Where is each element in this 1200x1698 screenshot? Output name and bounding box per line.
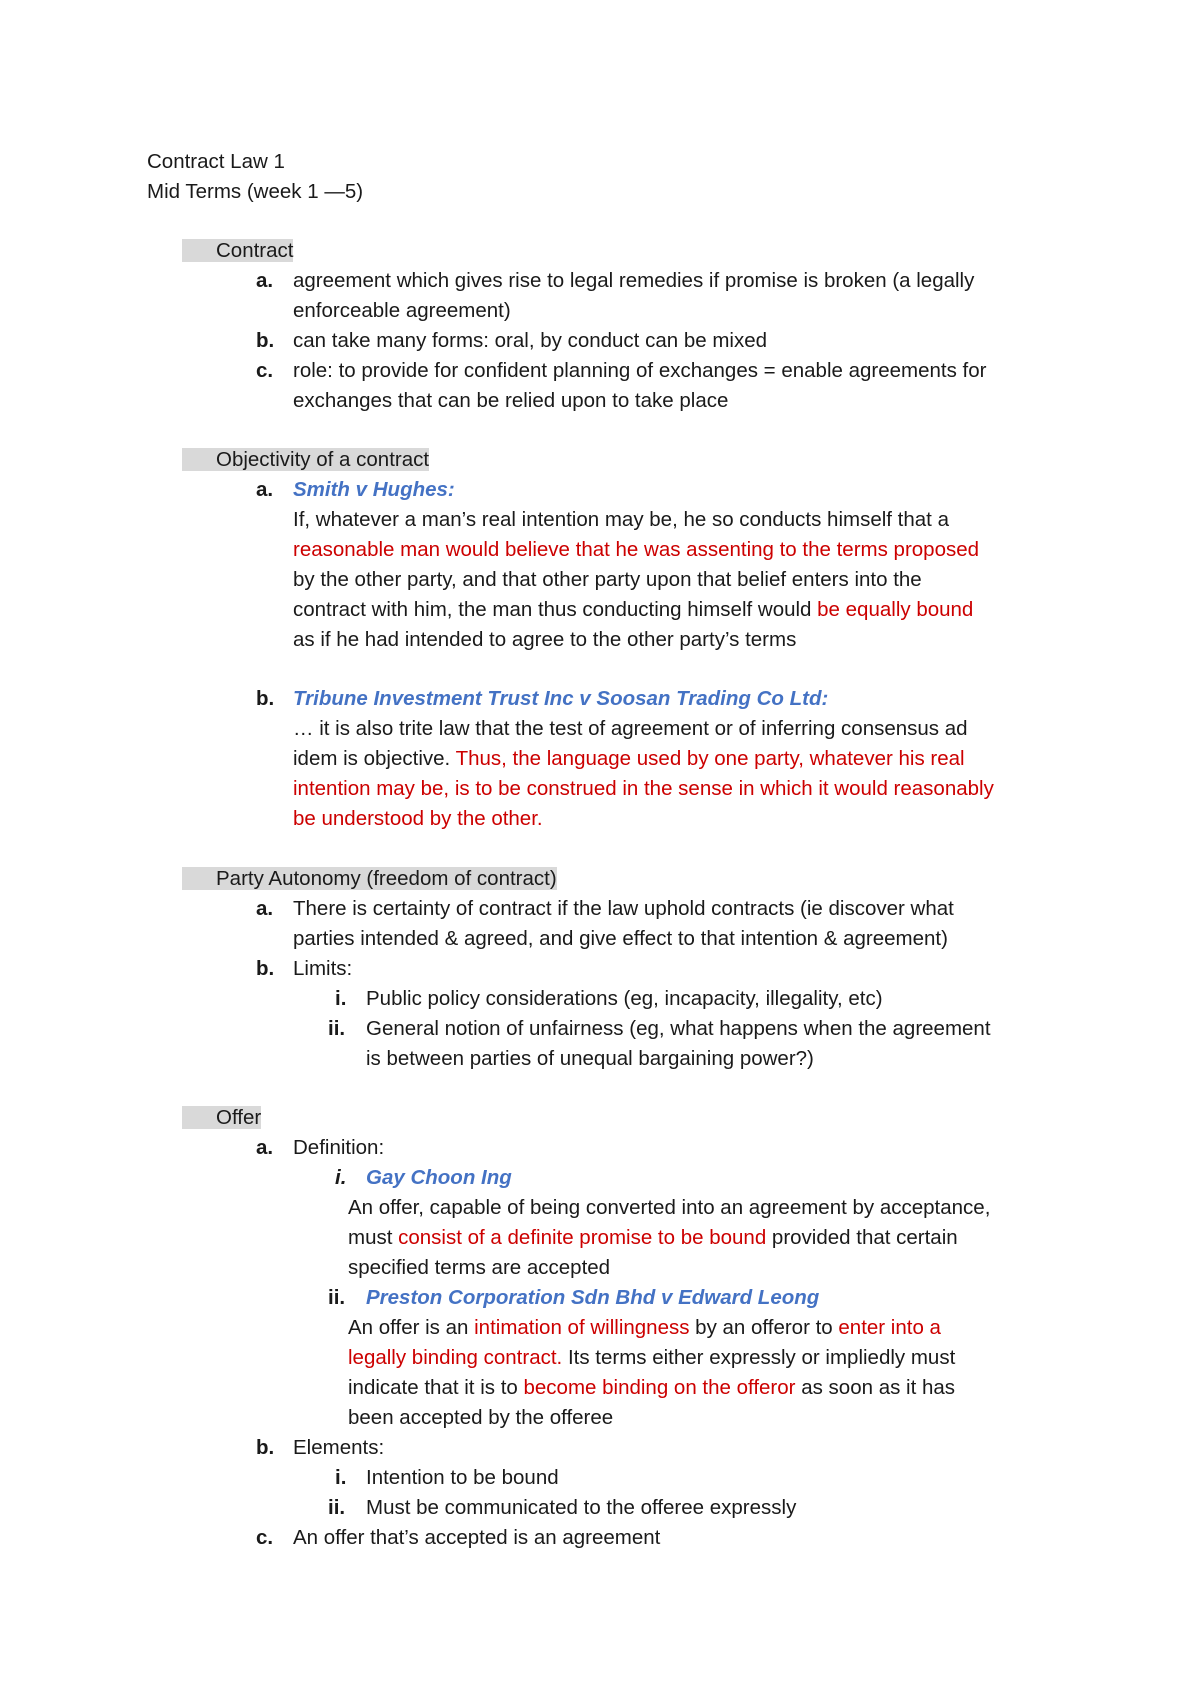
section-2-heading: Objectivity of a contract: [182, 445, 429, 475]
s2-b-line-2: idem is objective. Thus, the language used by one party, whatever his real: [293, 747, 965, 770]
s2-a-line-1: If, whatever a man’s real intention may be, he so conducts himself that a: [293, 508, 949, 531]
s4-a-i-line-3: specified terms are accepted: [348, 1256, 611, 1279]
s4-a-ii-line-4: been accepted by the offeree: [348, 1406, 614, 1429]
s4-a-i-marker: i.: [335, 1166, 347, 1189]
s4-a-i-line-2: must consist of a definite promise to be bound provided that certain: [348, 1226, 958, 1249]
s3-b-i-marker: i.: [335, 987, 347, 1010]
s2-b-line-3-highlight: intention may be, is to be construed in the sense in which it would reasonably: [293, 777, 994, 800]
s1-b-marker: b.: [256, 329, 275, 352]
s4-b-ii-marker: ii.: [328, 1496, 346, 1519]
s1-a-line-1: agreement which gives rise to legal remedies if promise is broken (a legally: [293, 269, 975, 292]
s1-c-marker: c.: [256, 359, 274, 382]
s4-b-marker: b.: [256, 1436, 275, 1459]
s4-a-ii-line-3: indicate that it is to become binding on the offeror as soon as it has: [348, 1376, 956, 1399]
s1-a-line-2: enforceable agreement): [293, 299, 511, 322]
s3-a-line-1: There is certainty of contract if the law uphold contracts (ie discover what: [293, 897, 954, 920]
s1-b-line-1: can take many forms: oral, by conduct can be mixed: [293, 329, 768, 352]
s2-a-line-4: contract with him, the man thus conducting himself would be equally bound: [293, 598, 974, 621]
s3-b-ii-line-1: General notion of unfairness (eg, what happens when the agreement: [366, 1017, 991, 1040]
case-tribune-investment: Tribune Investment Trust Inc v Soosan Trading Co Ltd:: [293, 687, 829, 710]
s4-b-line-1: Elements:: [293, 1436, 385, 1459]
s4-b-i-marker: i.: [335, 1466, 347, 1489]
s3-b-marker: b.: [256, 957, 275, 980]
s2-b-line-1: … it is also trite law that the test of agreement or of inferring consensus ad: [293, 717, 968, 740]
s3-b-ii-marker: ii.: [328, 1017, 346, 1040]
s1-c-line-1: role: to provide for confident planning of exchanges = enable agreements for: [293, 359, 987, 382]
s4-a-line-1: Definition:: [293, 1136, 385, 1159]
s4-a-i-line-1: An offer, capable of being converted into an agreement by acceptance,: [348, 1196, 991, 1219]
doc-subtitle: Mid Terms (week 1 —5): [147, 180, 364, 203]
s4-a-ii-line-1: An offer is an intimation of willingness by an offeror to enter into a: [348, 1316, 941, 1339]
section-4-heading: Offer: [182, 1103, 261, 1133]
s4-a-ii-marker: ii.: [328, 1286, 346, 1309]
s4-b-i-line-1: Intention to be bound: [366, 1466, 559, 1489]
section-3-heading: Party Autonomy (freedom of contract): [182, 864, 557, 894]
s2-a-marker: a.: [256, 478, 274, 501]
s3-a-line-2: parties intended & agreed, and give effect to that intention & agreement): [293, 927, 948, 950]
s4-a-ii-line-2: legally binding contract. Its terms either expressly or impliedly must: [348, 1346, 956, 1369]
s3-b-ii-line-2: is between parties of unequal bargaining power?): [366, 1047, 814, 1070]
s4-b-ii-line-1: Must be communicated to the offeree expressly: [366, 1496, 797, 1519]
s2-b-marker: b.: [256, 687, 275, 710]
s1-c-line-2: exchanges that can be relied upon to take place: [293, 389, 729, 412]
case-gay-choon-ing: Gay Choon Ing: [366, 1166, 512, 1189]
s2-a-line-5: as if he had intended to agree to the other party’s terms: [293, 628, 797, 651]
s2-a-line-3: by the other party, and that other party upon that belief enters into the: [293, 568, 922, 591]
s2-b-line-4-highlight: be understood by the other.: [293, 807, 543, 830]
doc-title: Contract Law 1: [147, 150, 285, 173]
s4-a-marker: a.: [256, 1136, 274, 1159]
s3-b-line-1: Limits:: [293, 957, 353, 980]
s4-c-marker: c.: [256, 1526, 274, 1549]
s4-c-line-1: An offer that’s accepted is an agreement: [293, 1526, 661, 1549]
case-smith-v-hughes: Smith v Hughes:: [293, 478, 455, 501]
s3-b-i-line-1: Public policy considerations (eg, incapacity, illegality, etc): [366, 987, 883, 1010]
s2-a-line-2-highlight: reasonable man would believe that he was assenting to the terms proposed: [293, 538, 980, 561]
s1-a-marker: a.: [256, 269, 274, 292]
s3-a-marker: a.: [256, 897, 274, 920]
section-1-heading: Contract: [182, 236, 293, 266]
case-preston-corporation: Preston Corporation Sdn Bhd v Edward Leong: [366, 1286, 820, 1309]
